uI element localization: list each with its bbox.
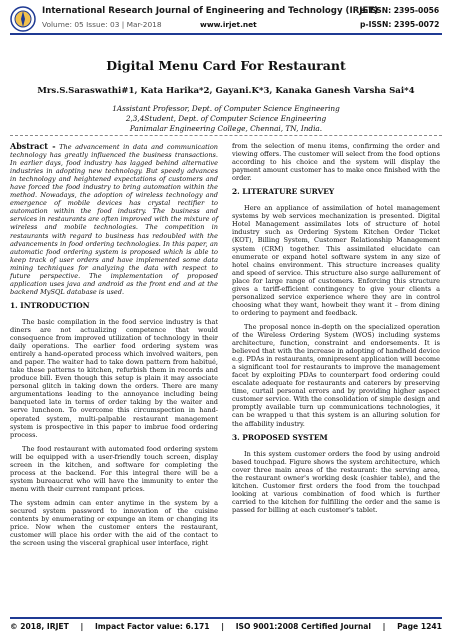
p-issn: p-ISSN: 2395-0072 (360, 20, 440, 29)
header-divider (10, 33, 442, 35)
footer-divider (10, 617, 442, 619)
footer-separator: | (382, 622, 386, 631)
proposed-paragraph-1: In this system customer orders the food by using android based touchpad. Figure shows the system architecture, which cover three main areas of the restaurant: the serving area, the restaurant owner's working desk (cashier table), and the kitchen. Customer first orders the food from the touchpad looking at various combination of food which is further carried to the kitchen for fulfilling the order and the same is passed for billing at each customer's tablet. (232, 449, 440, 514)
journal-header (0, 0, 452, 44)
affiliation-3: Panimalar Engineering College, Chennai, TN, India. (129, 124, 323, 133)
literature-paragraph-2: The proposal nonce in-depth on the specialized operation of the Wireless Ordering System (WOS) including systems architecture, function, constraint and endorsements. It is believed that with the increase in adopting of handheld device e.g. PDAs in restaurants, omnipresent application will become a significant tool for restaurants to improve the management facet by exploiting PDAs to counterpart food ordering could escalate adequate for restaurants and caterers by preserving time, curtail personal errors and by providing higher aspect customer service. With the consolidation of simple design and promptly available turn up communications technologies, it can be wrapped u that this system is an alluring solution for the affability industry. (232, 322, 440, 428)
affiliation-1: 1Assistant Professor, Dept. of Computer Science Engineering (112, 104, 340, 113)
footer-page-number: Page 1241 (397, 622, 442, 631)
footer-copyright: © 2018, IRJET (10, 622, 69, 631)
paper-authors: Mrs.S.Saraswathi#1, Kata Harika*2, Gayani.K*3, Kanaka Ganesh Varsha Sai*4 (37, 86, 415, 96)
irjet-logo-icon (10, 6, 36, 32)
footer-separator: | (80, 622, 84, 631)
section-heading-literature-survey: 2. LITERATURE SURVEY (232, 187, 335, 197)
intro-paragraph-2: The food restaurant with automated food ordering system will be equipped with a user-friendly touch screen, display screen in the kitchen, and software for completing the process at the backend. For this integral there will be a system bureaucrat who will have the immunity to enter the menu with their current rampant prices. (10, 444, 218, 493)
literature-paragraph-1: Here an appliance of assimilation of hotel management systems by web services mechanization is presented. Digital Hotel Management assimilates lots of structure of hotel industry such as Ordering System Kitchen Order Ticket (KOT), Billing System, Customer Relationship Management system (CRM) together. This assimilated elucidate can enumerate or expand hotel software system in any size of hotel chains environment. This structure increases quality and speed of service. This structure also surge aallurement of place for large range of customers. Enforcing this structure gives a tariff-efficient contingency to give your clients a personalized service experience where they are in control choosing what they want, howbeit they want it – from dining to ordering to payment and feedback. (232, 204, 440, 317)
footer-separator: | (221, 622, 225, 631)
abstract (10, 142, 218, 296)
e-issn: e-ISSN: 2395-0056 (360, 6, 440, 15)
section-heading-proposed-system: 3. PROPOSED SYSTEM (232, 432, 328, 442)
footer-iso: ISO 9001:2008 Certified Journal (235, 622, 371, 631)
journal-title: International Research Journal of Engineering and Technology (IRJET) (42, 6, 379, 16)
section-heading-introduction: 1. INTRODUCTION (10, 300, 90, 310)
paper-title: Digital Menu Card For Restaurant (106, 58, 346, 73)
page-footer (10, 622, 442, 631)
left-column (10, 142, 218, 553)
abstract-text: The advancement in data and communication technology has greatly influenced the business transactions. In earlier days, food industry has lagged behind alternative industries in adopting new technology. But speedy advances in technology and heightened expectations of customers and have forced the food industry to bring automation within the method. Nowadays, the adoption of wireless technology and emergence of mobile devices has crystal rectifier to automation within the food industry. The business and services in restaurants are often improved with the mixture of wireless and mobile technologies. The competition in restaurants with regard to business has redoubled with the advancements in food ordering technologies. In this paper, an automatic food ordering system is proposed which is able to keep track of user orders and have implemented some data mining techniques for analyzing the data with respect to future perspective. The implementation of proposed application uses java and android as the front end and at the backend MySQL database is used. (10, 143, 218, 296)
intro-paragraph-3: The system admin can enter anytime in the system by a secured system password to innovation of the cuisine contents by enumerating or expunge an item or changing its price. Now when the customer enters the restaurant, customer will place his order with the aid of the contact to the screen using the visceral graphical user interface, right (10, 498, 218, 548)
intro-paragraph-1: The basic compilation in the food service industry is that diners are not actualizing competence that would consequence from improved utilization of technology in their daily operations. The earlier food ordering system was entirely a hand-operated process which involved waiters, pen and paper. The waiter had to take down pattern from habitué, take these patterns to kitchen, refurbish them in records and produce bill. Even though this setup is plain it may associate personal glitch in taking down the orders. There are many argumentations leading to the annoyance including being banqueted late in terms of order taking by the waiter and serve luncheon. To overcome this circumspection in hand-operated system, multi-palpable restaurant management system is prospective in this paper to imbrue food ordering process. (10, 317, 218, 439)
title-divider (10, 135, 442, 136)
affiliation-2: 2,3,4Student, Dept. of Computer Science Engineering (125, 114, 327, 123)
right-column (232, 142, 440, 520)
intro-paragraph-3-continued: from the selection of menu items, confirming the order and viewing offers. The customer will select from the food options according to his choice and the system will display the payment amount customer has to make once finished with the order. (232, 142, 440, 183)
journal-website[interactable]: www.irjet.net (200, 20, 257, 29)
volume-issue: Volume: 05 Issue: 03 | Mar-2018 (42, 20, 162, 29)
footer-impact-factor: Impact Factor value: 6.171 (94, 622, 210, 631)
abstract-label: Abstract - (10, 141, 56, 151)
